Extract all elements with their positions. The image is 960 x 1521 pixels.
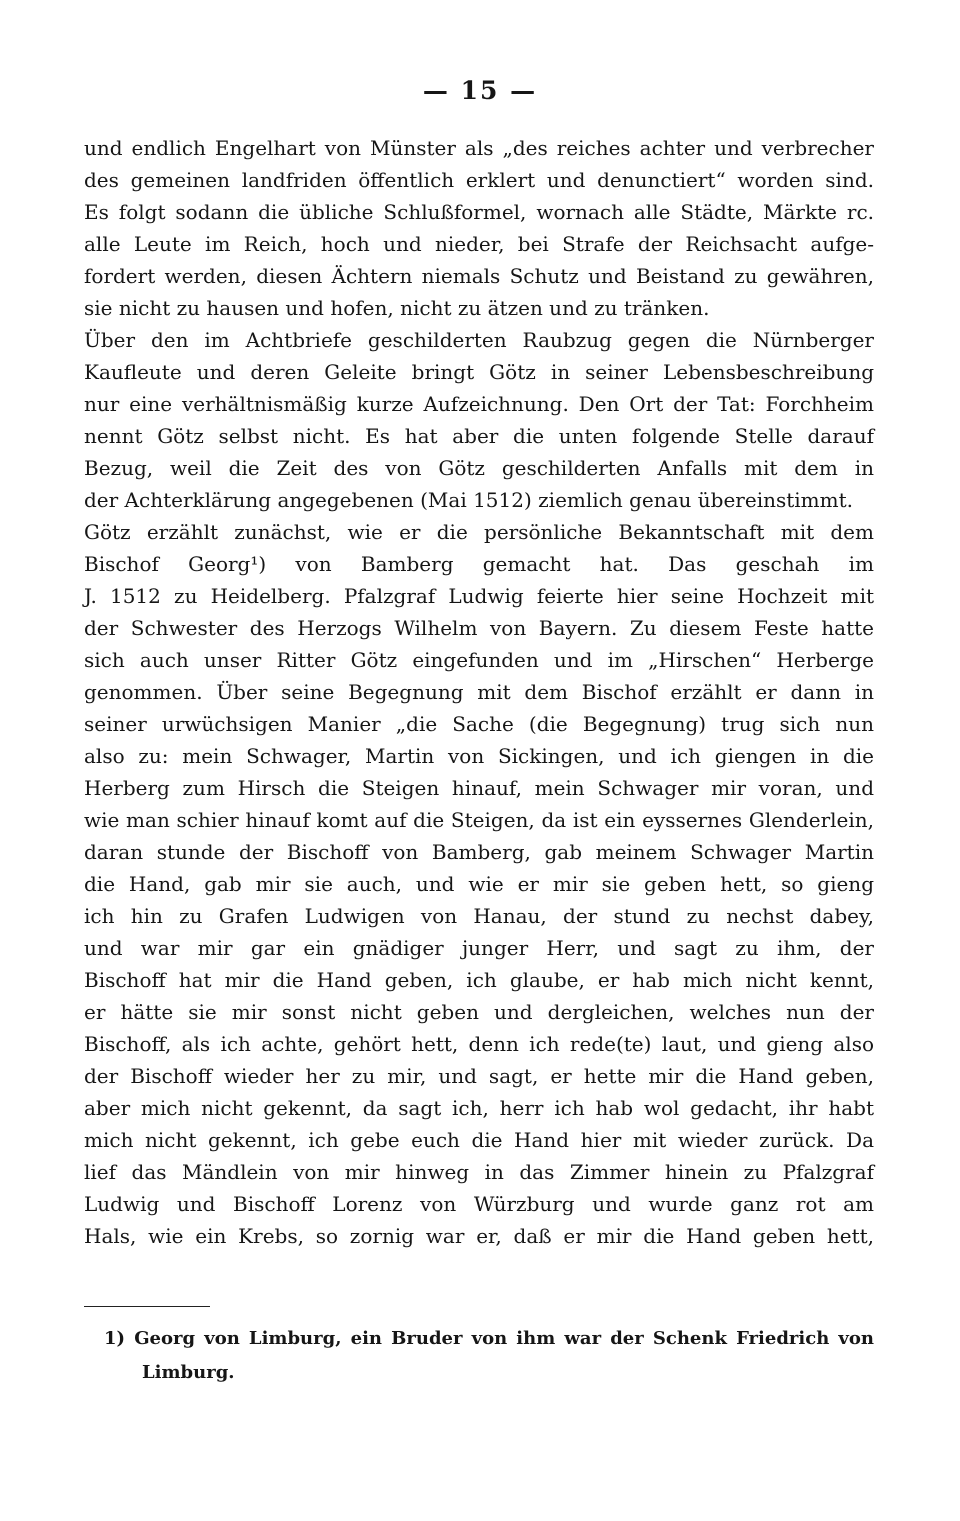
text-line: lief das Mändlein von mir hinweg in das Zimmer hinein zu Pfalzgraf: [84, 1160, 874, 1184]
text-line: aber mich nicht gekennt, da sagt ich, herr ich hab wol gedacht, ihr habt: [84, 1096, 874, 1120]
footnote-line: Limburg.: [142, 1362, 235, 1383]
body-text: [84, 132, 874, 1252]
text-line: sich auch unser Ritter Götz eingefunden und im „Hirschen“ Herberge: [84, 648, 874, 672]
footnote-divider: [84, 1306, 210, 1307]
footnote-line: 1) Georg von Limburg, ein Bruder von ihm war der Schenk Friedrich von: [104, 1328, 874, 1349]
text-line: Bischof Georg¹) von Bamberg gemacht hat. Das geschah im: [84, 552, 874, 576]
text-line: also zu: mein Schwager, Martin von Sickingen, und ich giengen in die: [84, 744, 874, 768]
text-line: und endlich Engelhart von Münster als „des reiches achter und verbrecher: [84, 136, 874, 160]
text-line: Bischoff hat mir die Hand geben, ich glaube, er hab mich nicht kennt,: [84, 968, 874, 992]
text-line: wie man schier hinauf komt auf die Steigen, da ist ein eyssernes Glenderlein,: [84, 808, 874, 832]
text-line: J. 1512 zu Heidelberg. Pfalzgraf Ludwig feierte hier seine Hochzeit mit: [84, 584, 874, 608]
text-line: Über den im Achtbriefe geschilderten Raubzug gegen die Nürnberger: [84, 328, 874, 352]
text-line: des gemeinen landfriden öffentlich erklert und denunctiert“ worden sind.: [84, 168, 874, 192]
text-line: der Achterklärung angegebenen (Mai 1512) ziemlich genau übereinstimmt.: [84, 488, 853, 512]
text-line: nur eine verhältnismäßig kurze Aufzeichnung. Den Ort der Tat: Forchheim: [84, 392, 874, 416]
text-line: genommen. Über seine Begegnung mit dem Bischof erzählt er dann in: [84, 680, 874, 704]
text-line: der Schwester des Herzogs Wilhelm von Bayern. Zu diesem Feste hatte: [84, 616, 874, 640]
footnote: [104, 1322, 874, 1390]
text-line: Bezug, weil die Zeit des von Götz geschilderten Anfalls mit dem in: [84, 456, 874, 480]
text-line: mich nicht gekennt, ich gebe euch die Hand hier mit wieder zurück. Da: [84, 1128, 874, 1152]
text-line: sie nicht zu hausen und hofen, nicht zu ätzen und zu tränken.: [84, 296, 710, 320]
text-line: Herberg zum Hirsch die Steigen hinauf, mein Schwager mir voran, und: [84, 776, 874, 800]
page-number: — 15 —: [422, 76, 538, 105]
text-line: Kaufleute und deren Geleite bringt Götz in seiner Lebensbeschreibung: [84, 360, 874, 384]
text-line: Es folgt sodann die übliche Schlußformel, wornach alle Städte, Märkte rc.: [84, 200, 874, 224]
text-line: Bischoff, als ich achte, gehört hett, denn ich rede(te) laut, und gieng also: [84, 1032, 874, 1056]
text-line: alle Leute im Reich, hoch und nieder, bei Strafe der Reichsacht aufge-: [84, 232, 874, 256]
text-line: daran stunde der Bischoff von Bamberg, gab meinem Schwager Martin: [84, 840, 874, 864]
text-line: nennt Götz selbst nicht. Es hat aber die unten folgende Stelle darauf: [84, 424, 874, 448]
text-line: ich hin zu Grafen Ludwigen von Hanau, der stund zu nechst dabey,: [84, 904, 874, 928]
text-line: Ludwig und Bischoff Lorenz von Würzburg und wurde ganz rot am: [84, 1192, 874, 1216]
text-line: die Hand, gab mir sie auch, und wie er mir sie geben hett, so gieng: [84, 872, 874, 896]
text-line: Hals, wie ein Krebs, so zornig war er, daß er mir die Hand geben hett,: [84, 1224, 874, 1248]
text-line: der Bischoff wieder her zu mir, und sagt, er hette mir die Hand geben,: [84, 1064, 874, 1088]
text-line: Götz erzählt zunächst, wie er die persönliche Bekanntschaft mit dem: [84, 520, 874, 544]
text-line: seiner urwüchsigen Manier „die Sache (die Begegnung) trug sich nun: [84, 712, 874, 736]
text-line: er hätte sie mir sonst nicht geben und dergleichen, welches nun der: [84, 1000, 874, 1024]
text-line: und war mir gar ein gnädiger junger Herr, und sagt zu ihm, der: [84, 936, 874, 960]
text-line: fordert werden, diesen Ächtern niemals Schutz und Beistand zu gewähren,: [84, 264, 874, 288]
